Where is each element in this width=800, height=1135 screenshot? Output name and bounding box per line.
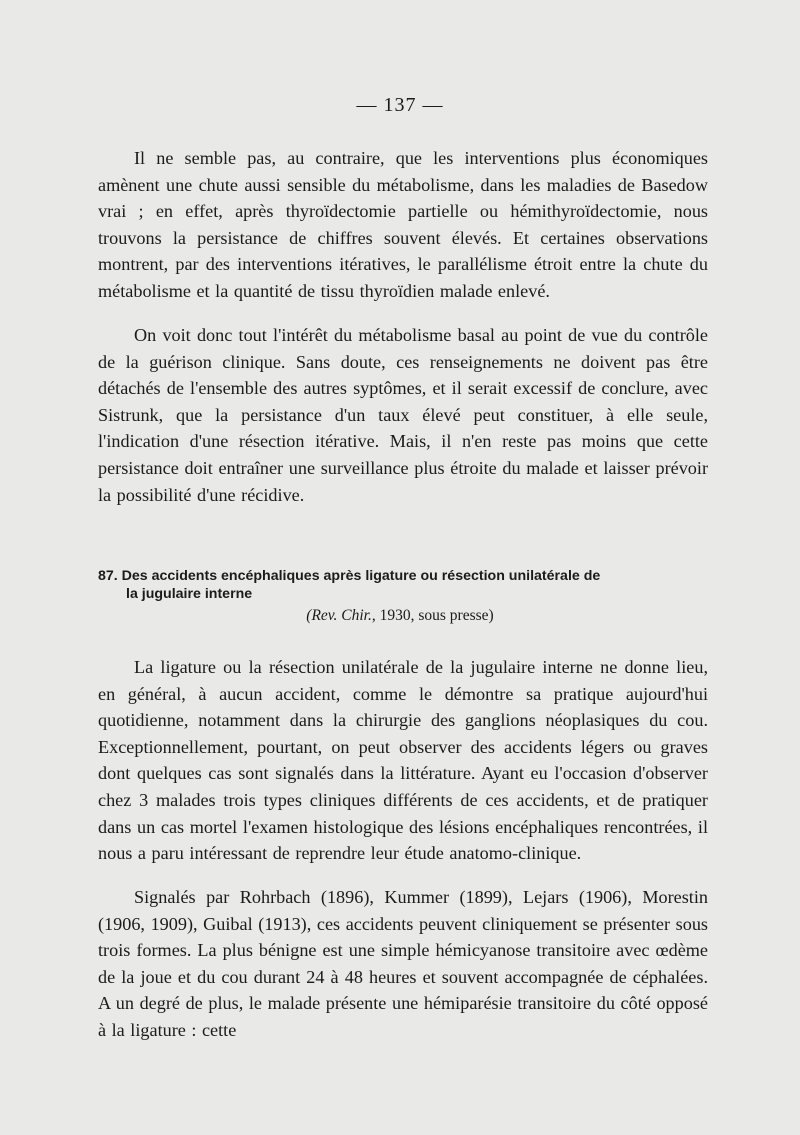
- paragraph-jugular-2: [98, 884, 708, 1044]
- paragraph-text: Il ne semble pas, au contraire, que les interventions plus économiques amènent une chute aussi sensible du métabolisme, dans les maladies de Basedow vrai ; en effet, après thyroïdectomie partielle ou hémithyroïdectomie, nous trouvons la persistance de chiffres souvent élevés. Et certaines observations montrent, par des interventions itératives, le parallélisme étroit entre la chute du métabolisme et la quantité de tissu thyroïdien malade enlevé.: [98, 148, 708, 301]
- paragraph-metabolism-1: [98, 145, 708, 305]
- citation: [0, 607, 800, 625]
- section-heading-line-2: la jugulaire interne: [126, 586, 253, 602]
- citation-journal: (Rev. Chir.: [306, 607, 372, 624]
- citation-rest: , 1930, sous presse): [371, 607, 494, 624]
- paragraph-jugular-1: [98, 654, 708, 867]
- paragraph-metabolism-2: [98, 322, 708, 508]
- paragraph-text: Signalés par Rohrbach (1896), Kummer (1899), Lejars (1906), Morestin (1906, 1909), Guibal (1913), ces accidents peuvent cliniquement se présenter sous trois formes. La plus bénigne est une simple hémicyanose transitoire avec œdème de la joue et du cou durant 24 à 48 heures et souvent accompagnée de céphalées. A un degré de plus, le malade présente une hémiparésie transitoire du côté opposé à la ligature : cette: [98, 887, 708, 1040]
- paragraph-text: On voit donc tout l'intérêt du métabolisme basal au point de vue du contrôle de la guérison clinique. Sans doute, ces renseignements ne doivent pas être détachés de l'ensemble des autres syptômes, et il serait excessif de conclure, avec Sistrunk, que la persistance d'un taux élevé peut constituer, à elle seule, l'indication d'une résection itérative. Mais, il n'en reste pas moins que cette persistance doit entraîner une surveillance plus étroite du malade et laisser prévoir la possibilité d'une récidive.: [98, 325, 708, 505]
- page-number: — 137 —: [356, 94, 444, 116]
- section-heading-line-1: 87. Des accidents encéphaliques après ligature ou résection unilatérale de: [98, 568, 601, 584]
- paragraph-text: La ligature ou la résection unilatérale de la jugulaire interne ne donne lieu, en général, à aucun accident, comme le démontre sa pratique aujourd'hui quotidienne, notamment dans la chirurgie des ganglions néoplasiques du cou. Exceptionnellement, pourtant, on peut observer des accidents légers ou graves dont quelques cas sont signalés dans la littérature. Ayant eu l'occasion d'observer chez 3 malades trois types cliniques différents de ces accidents, et de pratiquer dans un cas mortel l'examen histologique des lésions encéphaliques rencontrées, il nous a paru intéressant de reprendre leur étude anatomo-clinique.: [98, 657, 708, 864]
